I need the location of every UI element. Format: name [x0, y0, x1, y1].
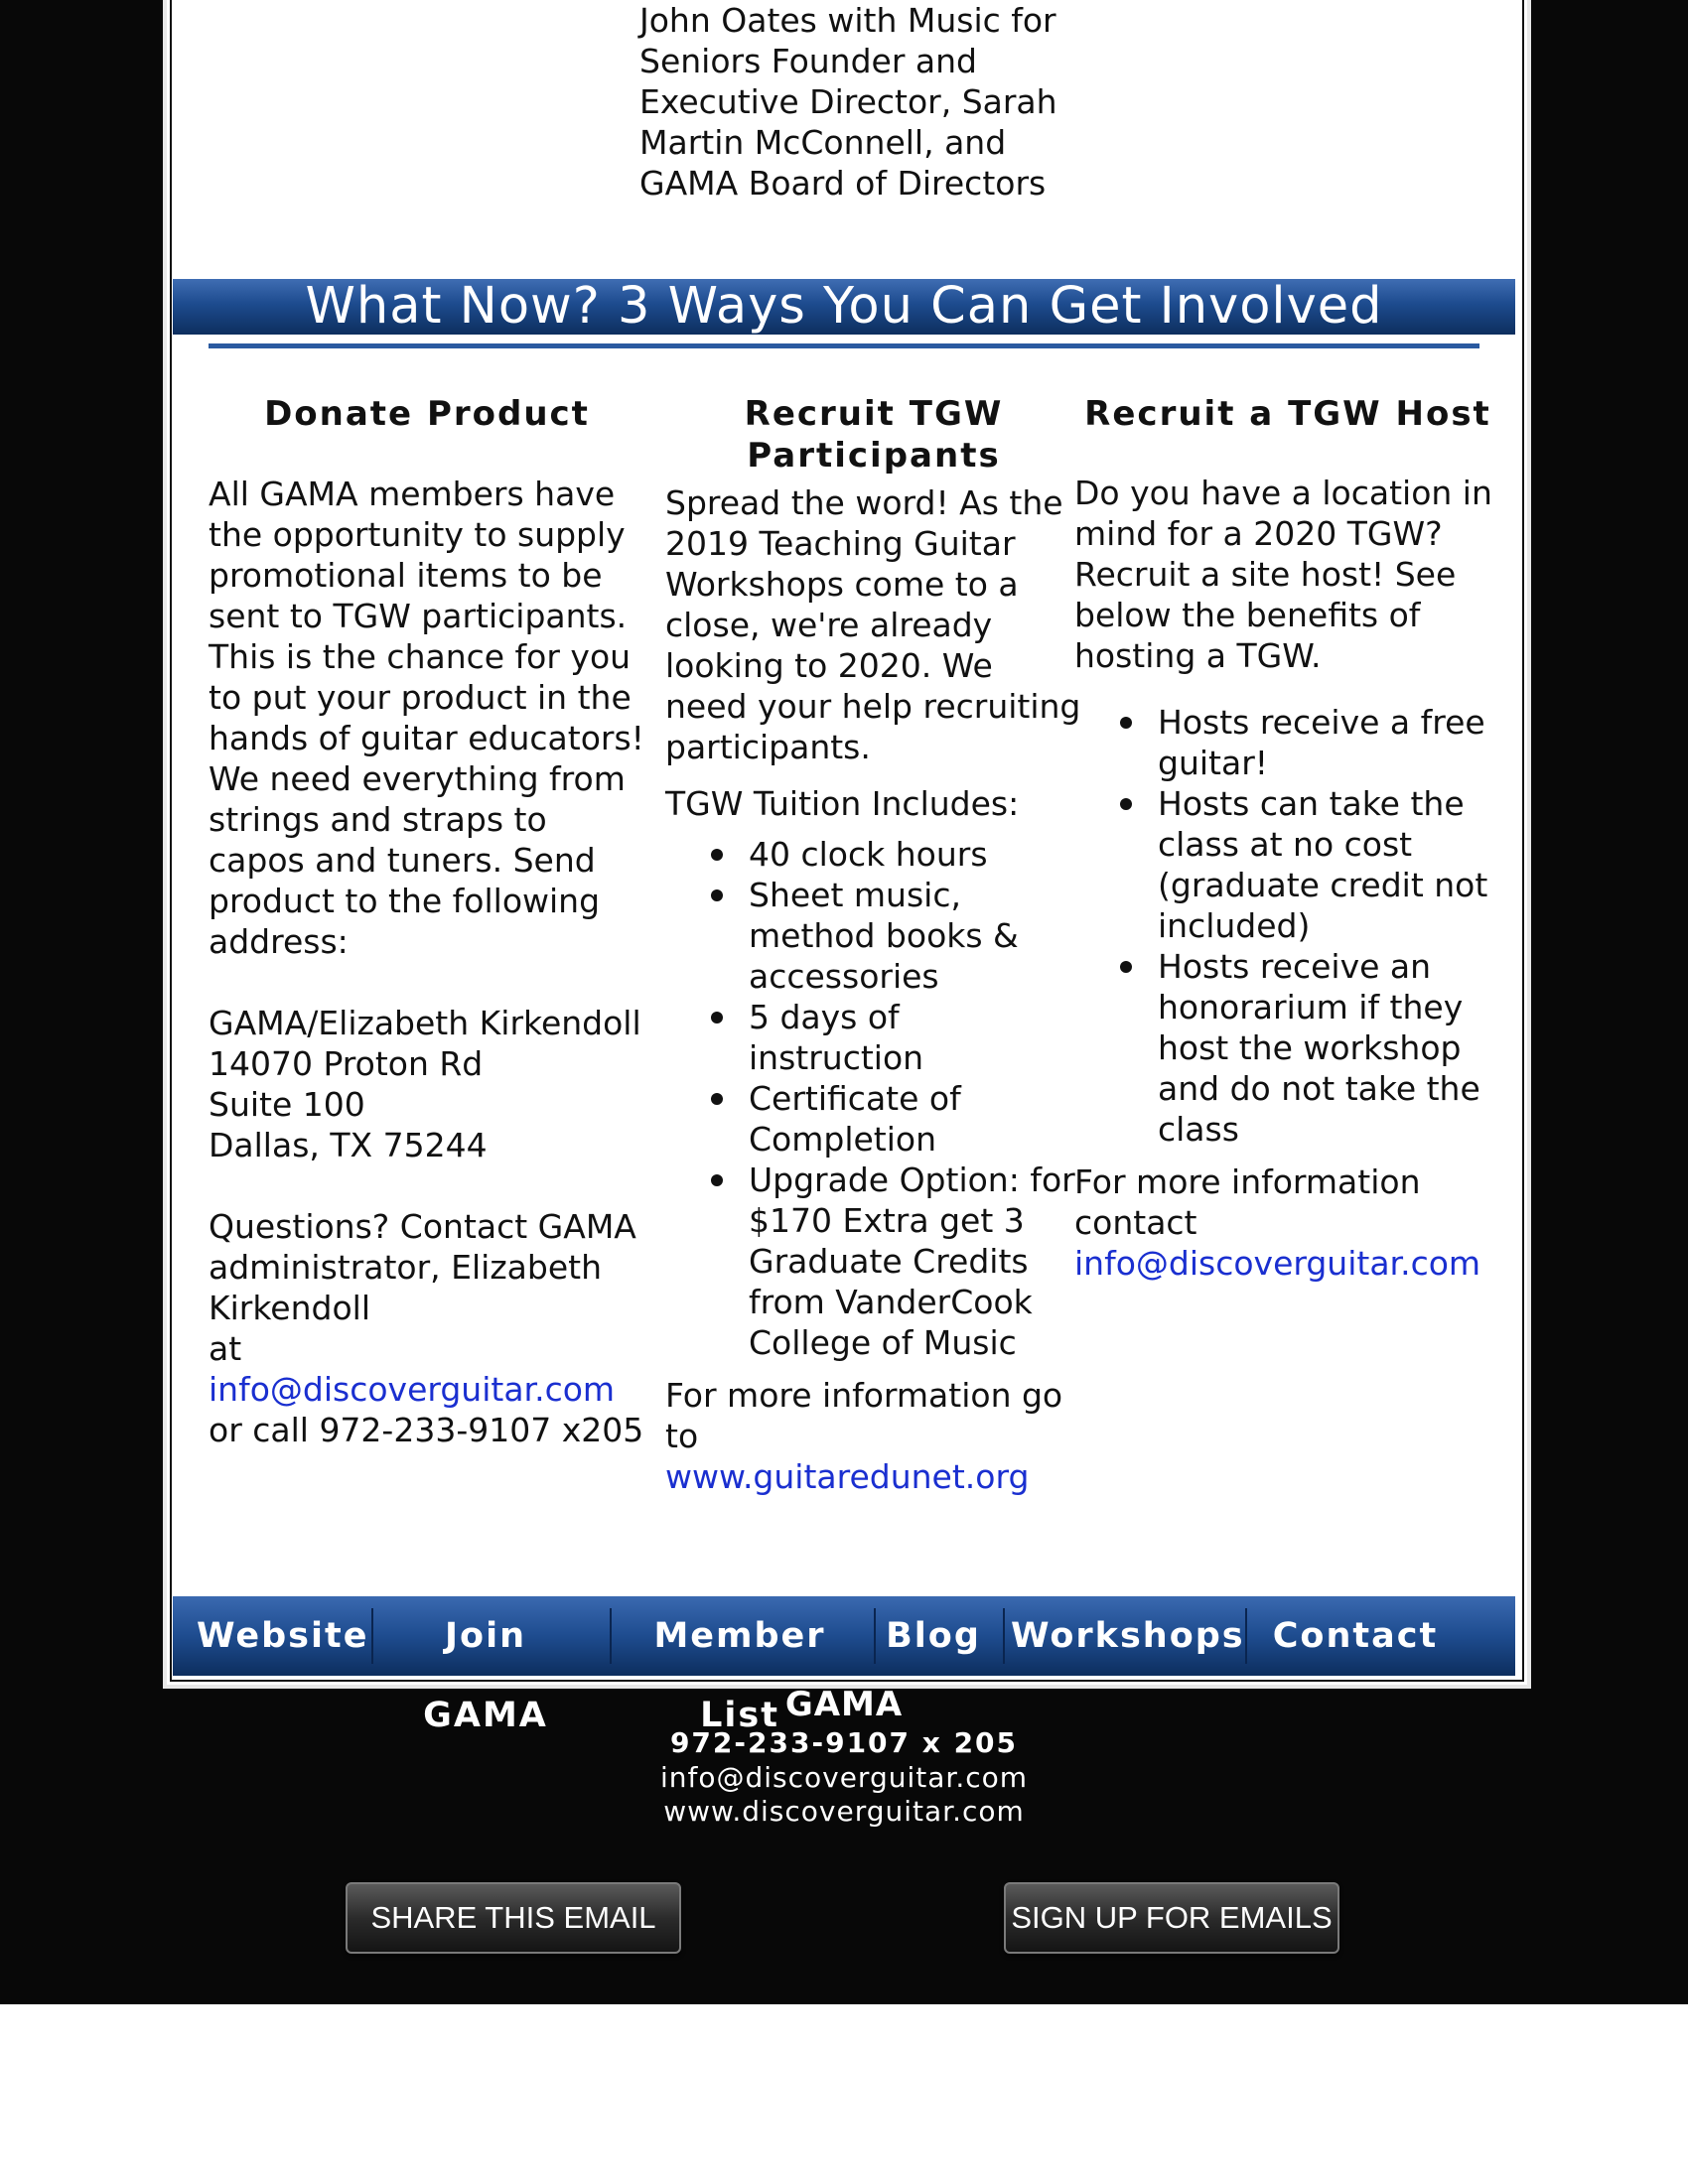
recruit-host-heading: Recruit a TGW Host: [1084, 394, 1491, 434]
host-description: Do you have a location in mind for a 2020 TGW? Recruit a site host! See below the benefits of hosting a TGW.: [1074, 474, 1492, 675]
donate-product-column: [209, 393, 645, 1450]
shipping-address: [209, 1003, 645, 1165]
at-label: at: [209, 1329, 242, 1368]
list-item: Hosts can take the class at no cost (graduate credit not included): [1158, 783, 1501, 946]
host-email-link[interactable]: info@discoverguitar.com: [1074, 1244, 1481, 1283]
address-line: GAMA/Elizabeth Kirkendoll: [209, 1004, 641, 1042]
nav-separator: [1245, 1608, 1247, 1664]
intro-line: Seniors Founder and: [639, 42, 977, 80]
host-benefits-list: [1074, 702, 1501, 1150]
footer-contact: [0, 1684, 1688, 1829]
list-item: Sheet music, method books & accessories: [749, 875, 1082, 997]
list-item: Upgrade Option: for $170 Extra get 3 Graduate Credits from VanderCook College of Music: [749, 1160, 1082, 1363]
list-item: 40 clock hours: [749, 834, 1082, 875]
heading-line: Participants: [747, 436, 1001, 476]
questions-email-line: [209, 1328, 645, 1410]
nav-join-gama[interactable]: Join GAMA: [423, 1616, 548, 1735]
recruit-host-column: [1074, 393, 1501, 1284]
nav-contact[interactable]: Contact: [1272, 1616, 1439, 1656]
sign-up-emails-button[interactable]: SIGN UP FOR EMAILS: [1004, 1882, 1339, 1954]
address-line: Suite 100: [209, 1085, 365, 1124]
address-line: Dallas, TX 75244: [209, 1126, 488, 1164]
intro-line: Martin McConnell, and: [639, 123, 1007, 162]
nav-separator: [610, 1608, 612, 1664]
guitaredunet-link[interactable]: www.guitaredunet.org: [665, 1457, 1030, 1496]
footer-org-name: GAMA: [784, 1685, 904, 1724]
list-item: 5 days of instruction: [749, 997, 1082, 1078]
tuition-label: TGW Tuition Includes:: [665, 784, 1020, 823]
nav-blog[interactable]: Blog: [886, 1616, 981, 1656]
footer-email[interactable]: info@discoverguitar.com: [659, 1761, 1029, 1794]
intro-line: GAMA Board of Directors: [639, 164, 1047, 203]
email-content: [173, 0, 1515, 1735]
nav-member-list[interactable]: Member List: [653, 1616, 826, 1735]
tuition-list: [665, 834, 1082, 1363]
list-item: Hosts receive a free guitar!: [1158, 702, 1501, 783]
host-more-info-text: For more information contact: [1074, 1162, 1421, 1242]
more-info-text: For more information go to: [665, 1376, 1063, 1455]
footer-nav-bar: [173, 1596, 1515, 1735]
share-email-button[interactable]: SHARE THIS EMAIL: [346, 1882, 681, 1954]
divider: [209, 343, 1479, 348]
nav-separator: [371, 1608, 373, 1664]
recruit-participants-column: [665, 393, 1082, 1497]
footer-phone: 972-233-9107 x 205: [669, 1726, 1019, 1759]
address-line: 14070 Proton Rd: [209, 1044, 484, 1083]
nav-separator: [1003, 1608, 1005, 1664]
recruit-description: Spread the word! As the 2019 Teaching Guitar Workshops come to a close, we're already looking to 2020. We need your help recruiting participants.: [665, 483, 1081, 766]
questions-text: Questions? Contact GAMA administrator, Elizabeth Kirkendoll: [209, 1207, 636, 1327]
call-text: or call 972-233-9107 x205: [209, 1411, 644, 1449]
footer-website[interactable]: www.discoverguitar.com: [663, 1795, 1025, 1828]
list-item: Hosts receive an honorarium if they host the workshop and do not take the class: [1158, 946, 1501, 1150]
section-title-banner: What Now? 3 Ways You Can Get Involved: [173, 279, 1515, 335]
nav-separator: [874, 1608, 876, 1664]
list-item: Certificate of Completion: [749, 1078, 1082, 1160]
recruit-participants-heading: [665, 393, 1082, 477]
donate-product-heading: Donate Product: [264, 394, 590, 434]
nav-website[interactable]: Website: [197, 1616, 369, 1656]
intro-line: John Oates with Music for: [639, 1, 1056, 40]
nav-workshops[interactable]: Workshops: [1011, 1616, 1245, 1656]
email-link[interactable]: info@discoverguitar.com: [209, 1370, 616, 1409]
donate-description: All GAMA members have the opportunity to supply promotional items to be sent to TGW participants. This is the chance for you to put your product in the hands of guitar educators! We need everything from strings and straps to capos and tuners. Send product to the following address:: [209, 475, 644, 961]
intro-text: [639, 0, 1096, 204]
heading-line: Recruit TGW: [744, 394, 1004, 434]
intro-line: Executive Director, Sarah: [639, 82, 1057, 121]
